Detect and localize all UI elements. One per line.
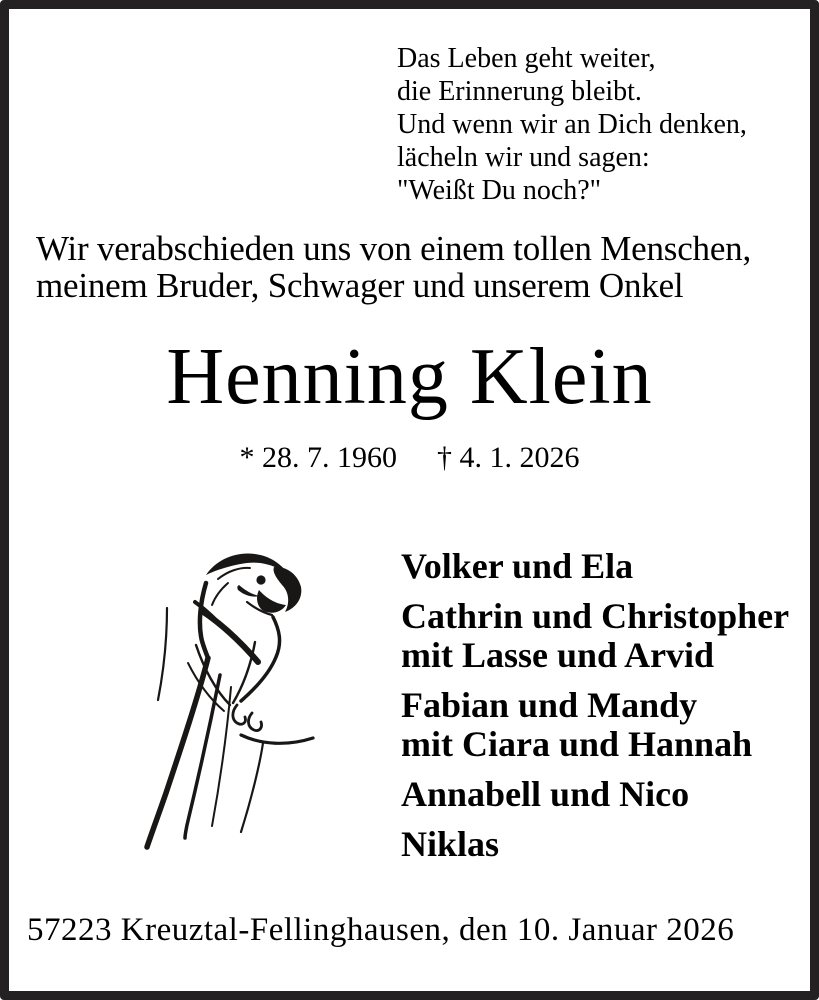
mourner-group [401,597,789,675]
memorial-verse [397,42,747,207]
place-and-date-line: 57223 Kreuztal-Fellinghausen, den 10. Januar 2026 [27,912,735,948]
mourner-line: Niklas [401,824,500,864]
mourner-line: Annabell und Nico [401,774,690,814]
birth-date: * 28. 7. 1960 [239,441,397,474]
mourners-list [401,547,789,864]
mourner-line: mit Lasse und Arvid [401,635,715,675]
verse-line: Das Leben geht weiter, [397,43,656,74]
verse-line: lächeln wir und sagen: [397,142,650,173]
mourner-group [401,547,789,586]
farewell-line: Wir verabschieden uns von einem tollen Menschen, [36,229,752,268]
deceased-name: Henning Klein [166,333,653,421]
mourner-line: Cathrin und Christopher [401,596,790,636]
mourner-line: Fabian und Mandy [401,685,698,725]
mourner-line: Volker und Ela [401,546,634,586]
mourner-group [401,775,789,814]
mourner-group [401,686,789,764]
verse-line: Und wenn wir an Dich denken, [397,109,747,140]
life-dates [0,441,819,474]
farewell-line: meinem Bruder, Schwager und unserem Onkel [36,266,684,305]
parrot-eye [256,575,265,584]
verse-line: die Erinnerung bleibt. [397,76,642,107]
farewell-text [36,230,751,304]
parrot-illustration [140,545,390,865]
verse-line: "Weißt Du noch?" [397,175,602,206]
death-date: † 4. 1. 2026 [437,441,580,474]
mourner-line: mit Ciara und Hannah [401,724,753,764]
mourner-group [401,825,789,864]
